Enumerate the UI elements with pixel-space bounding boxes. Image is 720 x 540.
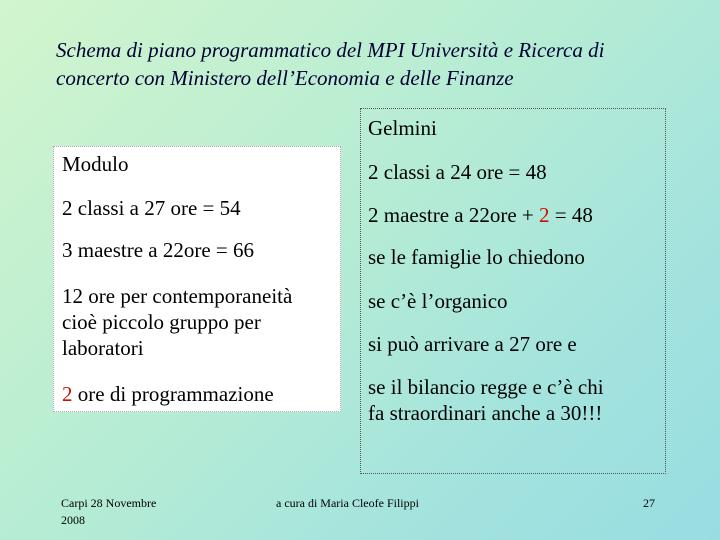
footer-place-date-line-1: Carpi 28 Novembre <box>61 496 157 510</box>
gelmini-item-teachers-after: = 48 <box>549 203 593 227</box>
modulo-box <box>53 146 341 412</box>
modulo-item-teachers: 3 maestre a 22ore = 66 <box>62 238 255 262</box>
gelmini-item-families: se le famiglie lo chiedono <box>368 245 585 269</box>
gelmini-item-teachers-number: 2 <box>539 203 550 227</box>
gelmini-heading: Gelmini <box>368 116 437 140</box>
slide-title <box>56 36 706 92</box>
gelmini-item-27-hours: si può arrivare a 27 ore e <box>368 332 577 356</box>
modulo-item-contemporaneity-line-2: cioè piccolo gruppo per <box>62 310 261 334</box>
gelmini-item-teachers <box>368 202 658 228</box>
footer-place-date-line-2: 2008 <box>61 513 85 527</box>
modulo-item-programming-number: 2 <box>62 382 73 406</box>
gelmini-item-teachers-before: 2 maestre a 22ore + <box>368 203 540 227</box>
modulo-item-contemporaneity-line-1: 12 ore per contemporaneità <box>62 284 293 308</box>
gelmini-item-budget-line-1: se il bilancio regge e c’è chi <box>368 375 604 399</box>
modulo-item-programming <box>62 381 338 407</box>
slide-title-line-1: Schema di piano programmatico del MPI Università e Ricerca di <box>56 38 605 62</box>
gelmini-box <box>360 108 666 474</box>
modulo-item-contemporaneity <box>62 283 338 361</box>
gelmini-item-staff: se c’è l’organico <box>368 289 508 313</box>
modulo-heading: Modulo <box>62 152 129 176</box>
modulo-item-classes: 2 classi a 27 ore = 54 <box>62 196 241 220</box>
gelmini-item-budget-line-2: fa straordinari anche a 30!!! <box>368 401 603 425</box>
footer-author: a cura di Maria Cleofe Filippi <box>276 496 419 510</box>
gelmini-item-budget <box>368 374 658 426</box>
footer-page-number: 27 <box>643 496 655 510</box>
slide-title-line-2: concerto con Ministero dell’Economia e delle Finanze <box>56 66 514 90</box>
modulo-item-contemporaneity-line-3: laboratori <box>62 336 144 360</box>
footer-place-date <box>61 495 156 529</box>
gelmini-item-classes: 2 classi a 24 ore = 48 <box>368 160 547 184</box>
modulo-item-programming-text: ore di programmazione <box>72 382 274 406</box>
